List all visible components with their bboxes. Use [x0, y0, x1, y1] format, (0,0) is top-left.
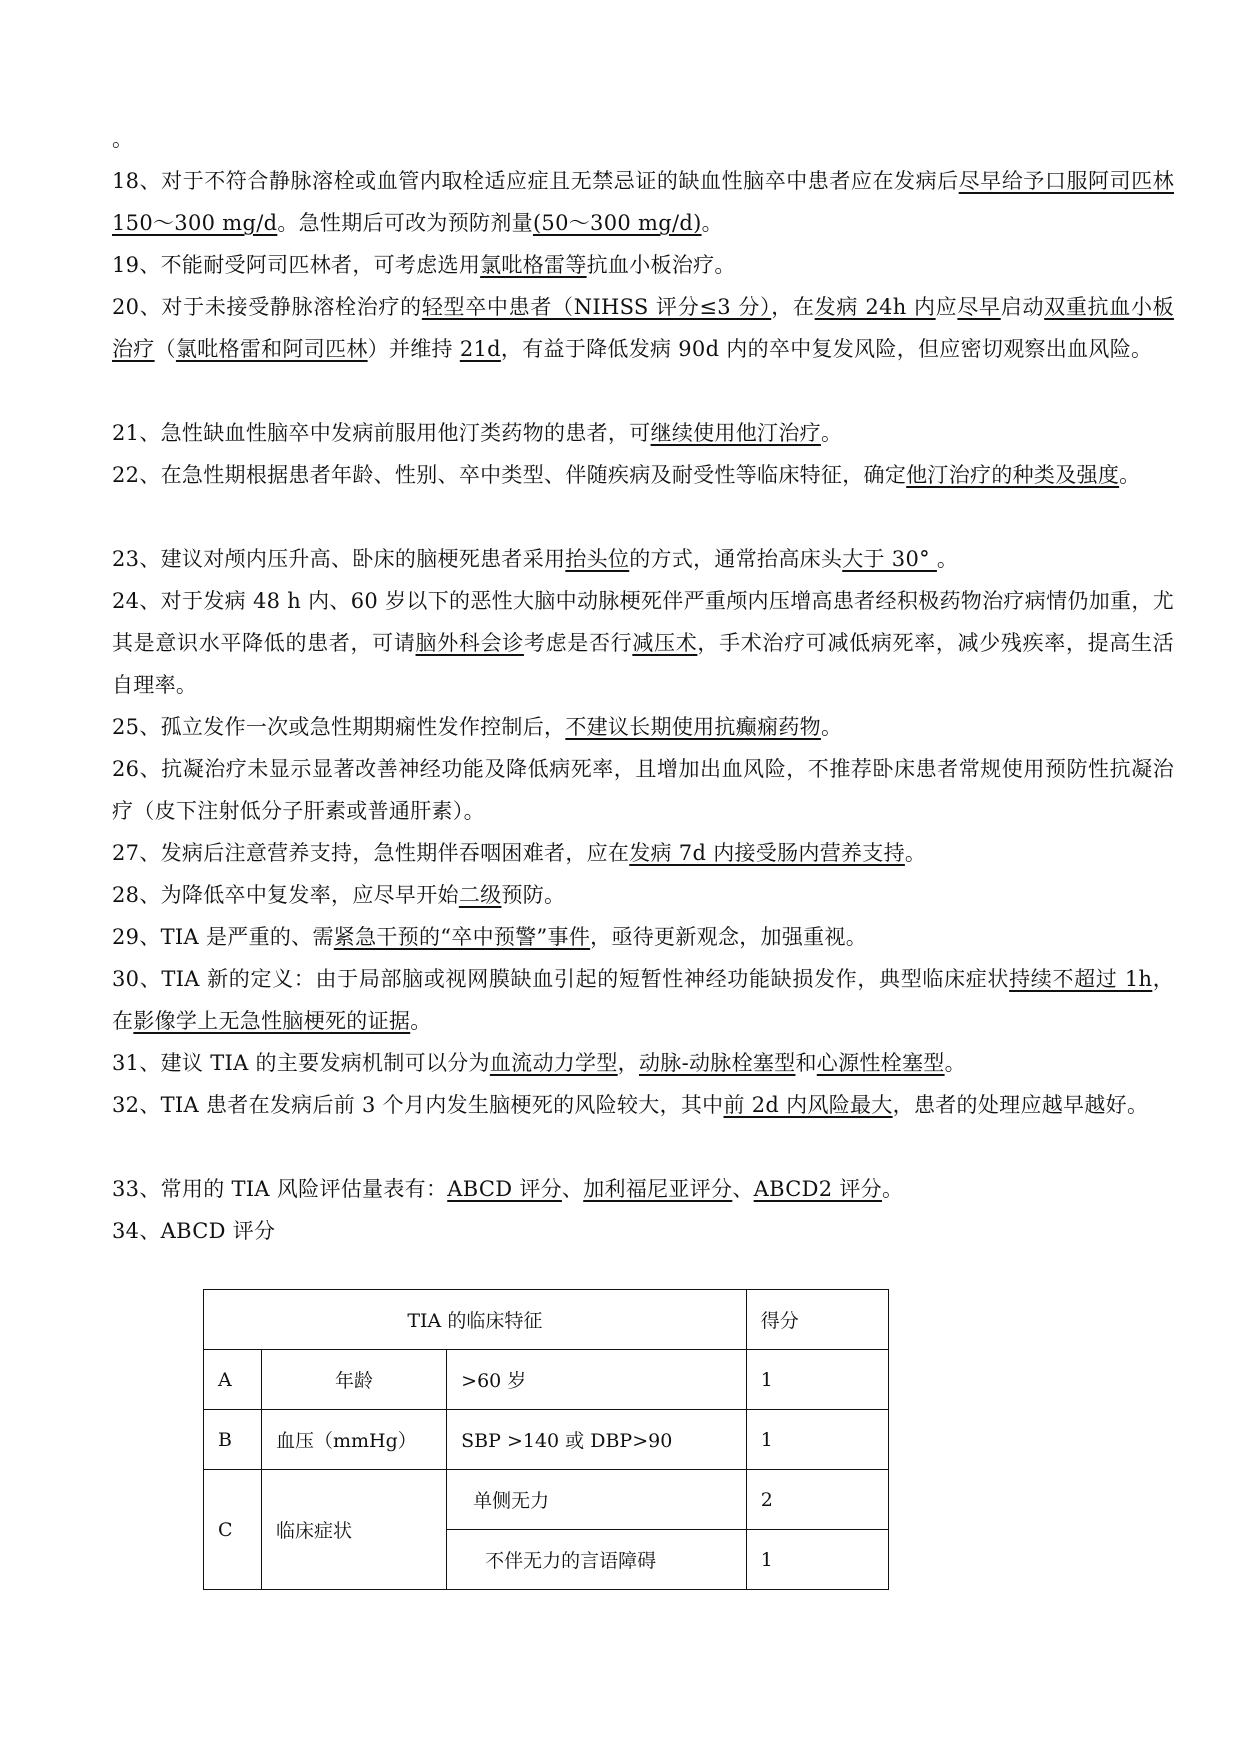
- paragraph-18: [112, 160, 1174, 244]
- key-point-underlined: 紧急干预的“卒中预警”事件: [333, 925, 591, 949]
- paragraph-text: 20、对于未接受静脉溶栓治疗的: [112, 295, 422, 319]
- paragraph-text: 29、TIA 是严重的、需: [112, 925, 334, 949]
- paragraph-text: ，有益于降低发病 90d 内的卒中复发风险，但应密切观察出血风险。: [500, 337, 1153, 361]
- paragraph-text: 28、为降低卒中复发率，应尽早开始: [112, 883, 459, 907]
- paragraph-text: 。: [881, 1177, 904, 1201]
- key-point-underlined: 氯吡格雷和阿司匹林: [175, 337, 368, 361]
- paragraph-text: 26、抗凝治疗未显示显著改善神经功能及降低病死率，且增加出血风险，不推荐卧床患者常规使用预防性抗凝治疗（皮下注射低分子肝素或普通肝素）。: [112, 757, 1174, 823]
- key-point-underlined: 继续使用他汀治疗: [650, 421, 821, 445]
- key-point-underlined: 轻型卒中患者（NIHSS 评分≤3 分）: [421, 295, 772, 319]
- table-row: [204, 1410, 889, 1470]
- row-item: 血压（mmHg）: [261, 1410, 446, 1470]
- abcd-score-table: [203, 1289, 889, 1590]
- paragraph-text: 。急性期后可改为预防剂量: [277, 211, 533, 235]
- row-criterion: >60 岁: [447, 1350, 747, 1410]
- key-point-underlined: 大于 30°: [842, 547, 937, 571]
- row-letter: B: [204, 1410, 262, 1470]
- key-point-underlined: ABCD2 评分: [753, 1177, 882, 1201]
- paragraph-text: ，在: [112, 967, 1174, 1033]
- paragraph-text: 。: [410, 1009, 432, 1033]
- key-point-underlined: 持续不超过 1h: [1009, 967, 1153, 991]
- table-row: [204, 1470, 889, 1530]
- header-feature: TIA 的临床特征: [204, 1290, 747, 1350]
- paragraph-34: [112, 1210, 1174, 1252]
- paragraph-26: [112, 748, 1174, 832]
- paragraph-text: 31、建议 TIA 的主要发病机制可以分为: [112, 1051, 490, 1075]
- key-point-underlined: 二级: [458, 883, 502, 907]
- paragraph-28: [112, 874, 1174, 916]
- paragraph-text: 。: [820, 421, 843, 445]
- paragraph-text: 21、急性缺血性脑卒中发病前服用他汀类药物的患者，可: [112, 421, 651, 445]
- key-point-underlined: 脑外科会诊: [415, 631, 524, 655]
- paragraph-text: 19、不能耐受阿司匹林者，可考虑选用: [112, 253, 481, 277]
- key-point-underlined: 尽早给予口服阿司匹林 150～300 mg/d: [112, 169, 1175, 235]
- row-criterion: SBP >140 或 DBP>90: [447, 1410, 747, 1470]
- paragraph-24: [112, 580, 1174, 706]
- key-point-underlined: 不建议长期使用抗癫痫药物: [565, 715, 821, 739]
- paragraph-text: 32、TIA 患者在发病后前 3 个月内发生脑梗死的风险较大，其中: [112, 1093, 724, 1117]
- paragraph-31: [112, 1042, 1174, 1084]
- paragraph-27: [112, 832, 1174, 874]
- row-letter: C: [204, 1470, 262, 1590]
- paragraph-text: 、: [561, 1177, 584, 1201]
- header-score: 得分: [746, 1290, 888, 1350]
- paragraph-21: [112, 412, 1174, 454]
- key-point-underlined: 尽早: [957, 295, 1001, 319]
- key-point-underlined: 他汀治疗的种类及强度: [906, 463, 1120, 487]
- paragraph-text: 。: [944, 1051, 966, 1075]
- paragraph-32: [112, 1084, 1174, 1126]
- paragraph-text: 25、孤立发作一次或急性期期痫性发作控制后，: [112, 715, 566, 739]
- paragraph-text: 24、对于发病 48 h 内、60 岁以下的恶性大脑中动脉梗死伴严重颅内压增高患者经积极药物治疗病情仍加重，尤其是意识水平降低的患者，可请: [112, 589, 1174, 655]
- key-point-underlined: 发病 24h 内: [814, 295, 936, 319]
- key-point-underlined: 抬头位: [565, 547, 630, 571]
- row-score: 1: [746, 1410, 888, 1470]
- paragraph-text: ，患者的处理应越早越好。: [892, 1093, 1149, 1117]
- paragraph-20: [112, 286, 1174, 370]
- top-mark: 。: [112, 127, 134, 151]
- table-header-row: [204, 1290, 889, 1350]
- key-point-underlined: 双重抗血小板治疗: [112, 295, 1174, 361]
- paragraph-text: 27、发病后注意营养支持，急性期伴吞咽困难者，应在: [112, 841, 630, 865]
- row-criterion: 单侧无力: [447, 1470, 747, 1530]
- paragraph-23: [112, 538, 1174, 580]
- paragraph-text: 23、建议对颅内压升高、卧床的脑梗死患者采用: [112, 547, 566, 571]
- paragraph-text: 。: [820, 715, 843, 739]
- key-point-underlined: 动脉-动脉栓塞型: [638, 1051, 796, 1075]
- key-point-underlined: 前 2d 内风险最大: [723, 1093, 893, 1117]
- row-score: 1: [746, 1350, 888, 1410]
- row-criterion: 不伴无力的言语障碍: [447, 1530, 747, 1590]
- row-item: 年龄: [261, 1350, 446, 1410]
- paragraph-text: 。: [701, 211, 723, 235]
- paragraph-text: ，: [617, 1051, 639, 1075]
- paragraph-text: 33、常用的 TIA 风险评估量表有：: [112, 1177, 448, 1201]
- paragraph-text: 抗血小板治疗。: [586, 253, 736, 277]
- row-score: 1: [746, 1530, 888, 1590]
- paragraph-29: [112, 916, 1174, 958]
- paragraph-19: [112, 244, 1174, 286]
- paragraph-text: 34、ABCD 评分: [112, 1219, 276, 1243]
- paragraph-text: 22、在急性期根据患者年龄、性别、卒中类型、伴随疾病及耐受性等临床特征，确定: [112, 463, 907, 487]
- paragraph-text: 和: [795, 1051, 817, 1075]
- key-point-underlined: 血流动力学型: [489, 1051, 618, 1075]
- key-point-underlined: 发病 7d 内接受肠内营养支持: [629, 841, 905, 865]
- key-point-underlined: 减压术: [632, 631, 698, 655]
- paragraph-30: [112, 958, 1174, 1042]
- key-point-underlined: 21d: [459, 337, 501, 361]
- paragraph-text: ，手术治疗可减低病死率，减少残疾率，提高生活自理率。: [112, 631, 1174, 697]
- paragraph-text: 、: [732, 1177, 754, 1201]
- paragraph-text: 30、TIA 新的定义：由于局部脑或视网膜缺血引起的短暂性神经功能缺损发作，典型临床症状: [112, 967, 1010, 991]
- paragraph-33: [112, 1168, 1174, 1210]
- paragraph-text: 的方式，通常抬高床头: [629, 547, 843, 571]
- paragraph-text: 启动: [1000, 295, 1045, 319]
- paragraph-text: 18、对于不符合静脉溶栓或血管内取栓适应症且无禁忌证的缺血性脑卒中患者应在发病后: [112, 169, 959, 193]
- paragraph-text: 预防。: [501, 883, 566, 907]
- key-point-underlined: 心源性栓塞型: [816, 1051, 945, 1075]
- paragraph-text: 应: [935, 295, 958, 319]
- paragraph-text: ，在: [771, 295, 815, 319]
- row-item: 临床症状: [261, 1470, 446, 1590]
- paragraph-text: ，亟待更新观念，加强重视。: [590, 925, 868, 949]
- paragraph-text: 考虑是否行: [523, 631, 633, 655]
- key-point-underlined: (50～300 mg/d): [532, 211, 702, 235]
- key-point-underlined: 影像学上无急性脑梗死的证据: [133, 1009, 411, 1033]
- paragraph-25: [112, 706, 1174, 748]
- table-row: [204, 1350, 889, 1410]
- paragraph-text: 。: [936, 547, 959, 571]
- key-point-underlined: ABCD 评分: [447, 1177, 562, 1201]
- paragraph-text: 。: [1119, 463, 1141, 487]
- key-point-underlined: 氯吡格雷等: [480, 253, 587, 277]
- paragraph-text: ）并维持: [367, 337, 460, 361]
- key-point-underlined: 加利福尼亚评分: [583, 1177, 733, 1201]
- paragraph-22: [112, 454, 1174, 496]
- paragraph-text: （: [154, 337, 176, 361]
- paragraph-text: 。: [904, 841, 927, 865]
- row-letter: A: [204, 1350, 262, 1410]
- row-score: 2: [746, 1470, 888, 1530]
